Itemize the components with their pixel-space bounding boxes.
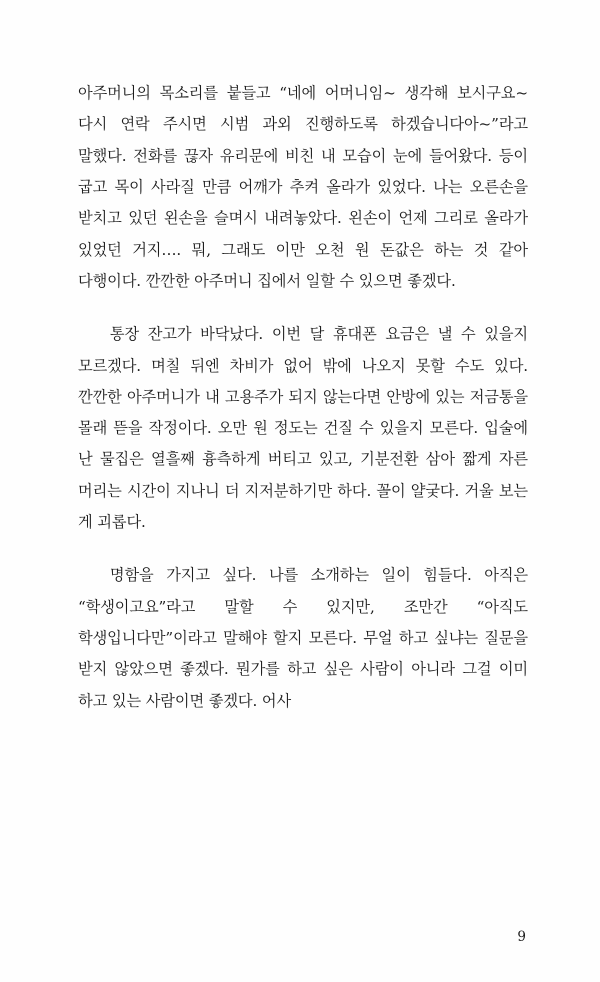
page-body <box>78 78 528 717</box>
paragraph: 아주머니의 목소리를 붙들고 “네에 어머니임~ 생각해 보시구요~ 다시 연락 주시면 시범 과외 진행하도록 하겠습니다아~”라고 말했다. 전화를 끊자 유리문에 비친 내 모습이 눈에 들어왔다. 등이 굽고 목이 사라질 만큼 어깨가 추켜 올라가 있었다. 나는 오른손을 받치고 있던 왼손을 슬며시 내려놓았다. 왼손이 언제 그리로 올라가 있었던 거지…. 뭐, 그래도 이만 오천 원 돈값은 하는 것 같아 다행이다. 깐깐한 아주머니 집에서 일할 수 있으면 좋겠다. <box>78 84 528 290</box>
page-number: 9 <box>517 928 526 945</box>
paragraph: 명함을 가지고 싶다. 나를 소개하는 일이 힘들다. 아직은 “학생이고요”라고 말할 수 있지만, 조만간 “아직도 학생입니다만”이라고 말해야 할지 모른다. 무얼 하고 싶냐는 질문을 받지 않았으면 좋겠다. 뭔가를 하고 싶은 사람이 아니라 그걸 이미 하고 있는 사람이면 좋겠다. 어사 <box>78 566 528 710</box>
paragraph: 통장 잔고가 바닥났다. 이번 달 휴대폰 요금은 낼 수 있을지 모르겠다. 며칠 뒤엔 차비가 없어 밖에 나오지 못할 수도 있다. 깐깐한 아주머니가 내 고용주가 되지 않는다면 안방에 있는 저금통을 몰래 뜯을 작정이다. 오만 원 정도는 건질 수 있을지 모른다. 입술에 난 물집은 열흘째 흉측하게 버티고 있고, 기분전환 삼아 짧게 자른 머리는 시간이 지나니 더 지저분하기만 하다. 꼴이 얄궂다. 거울 보는 게 괴롭다. <box>78 325 528 532</box>
